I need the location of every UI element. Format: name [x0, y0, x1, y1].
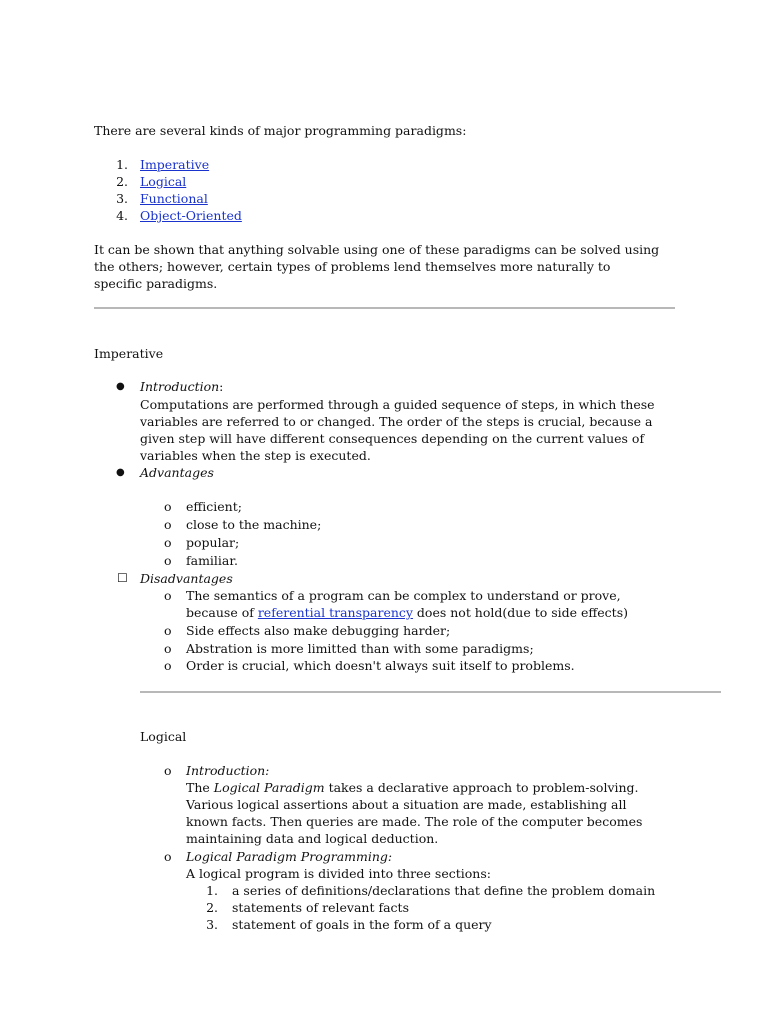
programming-line: A logical program is divided into three sections: [186, 866, 491, 881]
link-imperative[interactable]: Imperative [140, 157, 210, 172]
disadvantages-label: Disadvantages [140, 571, 233, 586]
advantages-label: Advantages [140, 465, 214, 480]
checkbox-icon: ☐ [117, 571, 128, 585]
divider [140, 691, 721, 693]
list-item: Abstration is more limitted than with some paradigms; [186, 641, 534, 656]
link-object-oriented[interactable]: Object-Oriented [140, 208, 242, 223]
intro-heading: There are several kinds of major programming paradigms: [94, 123, 467, 138]
section-title-logical: Logical [140, 729, 187, 744]
link-logical[interactable]: Logical [140, 174, 187, 189]
imperative-introduction-label: Introduction: [140, 379, 224, 394]
list-item: The semantics of a program can be complex to understand or prove, [186, 588, 621, 603]
divider [94, 307, 675, 309]
logical-introduction-label: Introduction: [186, 763, 270, 778]
list-number: 1. [206, 883, 218, 898]
circle-bullet-icon: o [164, 517, 172, 532]
intro-line: maintaining data and logical deduction. [186, 831, 439, 846]
list-item: familiar. [186, 553, 238, 568]
list-number: 4. [116, 208, 128, 223]
circle-bullet-icon: o [164, 499, 172, 514]
intro-line: given step will have different consequences depending on the current values of [140, 431, 645, 446]
list-item: Order is crucial, which doesn't always suit itself to problems. [186, 658, 575, 673]
circle-bullet-icon: o [164, 763, 172, 778]
bullet-icon: ● [116, 467, 125, 478]
circle-bullet-icon: o [164, 588, 172, 603]
circle-bullet-icon: o [164, 849, 172, 864]
link-functional[interactable]: Functional [140, 191, 208, 206]
list-item: statements of relevant facts [232, 900, 409, 915]
section-title-imperative: Imperative [94, 346, 164, 361]
list-item: statement of goals in the form of a query [232, 917, 492, 932]
list-item: a series of definitions/declarations that define the problem domain [232, 883, 656, 898]
link-referential-transparency[interactable]: referential transparency [257, 605, 413, 620]
programming-label: Logical Paradigm Programming: [186, 849, 393, 864]
list-number: 3. [206, 917, 218, 932]
list-number: 3. [116, 191, 128, 206]
list-item: Side effects also make debugging harder; [186, 623, 451, 638]
paragraph-line: specific paradigms. [94, 276, 218, 291]
intro-line: Computations are performed through a guided sequence of steps, in which these [140, 397, 655, 412]
circle-bullet-icon: o [164, 535, 172, 550]
intro-line: known facts. Then queries are made. The role of the computer becomes [186, 814, 643, 829]
list-item: efficient; [186, 499, 242, 514]
list-number: 2. [206, 900, 218, 915]
intro-line: variables when the step is executed. [140, 448, 371, 463]
list-item: popular; [186, 535, 240, 550]
intro-line: Various logical assertions about a situation are made, establishing all [186, 797, 627, 812]
circle-bullet-icon: o [164, 658, 172, 673]
intro-line: variables are referred to or changed. The order of the steps is crucial, because a [140, 414, 653, 429]
intro-line: The Logical Paradigm takes a declarative approach to problem-solving. [186, 780, 639, 795]
bullet-icon: ● [116, 381, 125, 392]
circle-bullet-icon: o [164, 553, 172, 568]
paragraph-line: the others; however, certain types of problems lend themselves more naturally to [94, 259, 611, 274]
list-number: 2. [116, 174, 128, 189]
circle-bullet-icon: o [164, 641, 172, 656]
list-number: 1. [116, 157, 128, 172]
list-item: close to the machine; [186, 517, 322, 532]
paragraph-line: It can be shown that anything solvable using one of these paradigms can be solved using [94, 242, 660, 257]
circle-bullet-icon: o [164, 623, 172, 638]
list-item-continued: because of referential transparency does not hold(due to side effects) [186, 605, 628, 620]
